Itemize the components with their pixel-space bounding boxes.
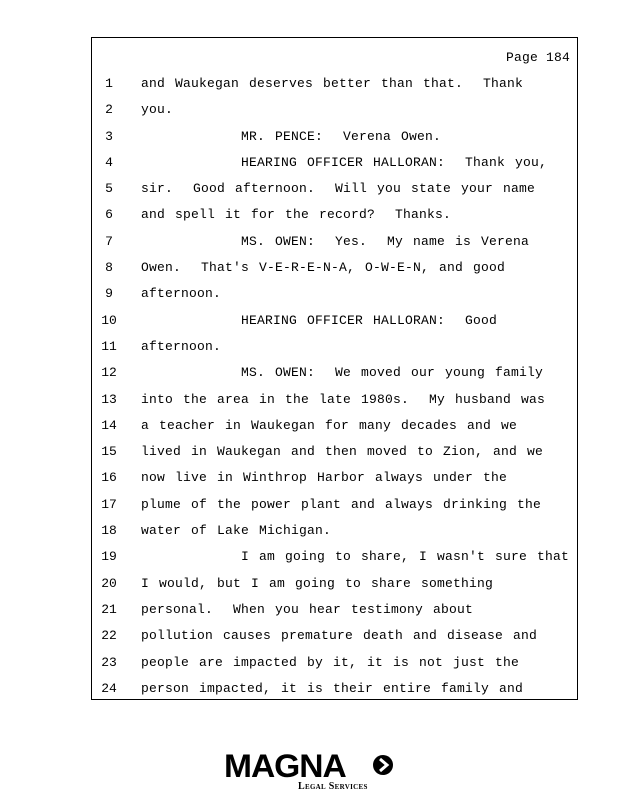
magna-logo xyxy=(224,748,396,794)
line-text: person impacted, it is their entire family and xyxy=(141,680,524,696)
transcript-page xyxy=(91,37,578,700)
line-number: 3 xyxy=(105,128,113,144)
line-number: 8 xyxy=(105,260,113,276)
line-text: and Waukegan deserves better than that. Thank xyxy=(141,76,524,91)
line-number: 17 xyxy=(101,496,117,512)
transcript-line xyxy=(92,518,577,544)
line-text: I would, but I am going to share something xyxy=(141,575,494,591)
transcript-line xyxy=(92,465,577,491)
line-text: plume of the power plant and always drinking the xyxy=(141,496,542,512)
transcript-line xyxy=(92,281,577,307)
line-text: MR. PENCE: Verena Owen. xyxy=(141,128,442,144)
line-number: 10 xyxy=(101,312,117,328)
line-number: 21 xyxy=(101,601,117,617)
line-number: 19 xyxy=(101,549,117,565)
transcript-line xyxy=(92,255,577,281)
line-text: MS. OWEN: We moved our young family xyxy=(141,365,544,381)
line-number: 12 xyxy=(101,365,117,381)
line-number: 6 xyxy=(105,207,113,223)
line-text: MS. OWEN: Yes. My name is Verena xyxy=(141,233,530,249)
transcript-line xyxy=(92,492,577,518)
line-number: 18 xyxy=(101,523,117,539)
transcript-line xyxy=(92,623,577,649)
line-text: HEARING OFFICER HALLORAN: Good xyxy=(141,312,498,328)
transcript-line xyxy=(92,71,577,97)
line-number: 11 xyxy=(101,338,117,354)
transcript-line xyxy=(92,229,577,255)
page-number: Page 184 xyxy=(505,50,570,65)
line-number: 14 xyxy=(101,417,117,433)
line-text: I am going to share, I wasn't sure that xyxy=(141,549,570,565)
transcript-line xyxy=(92,676,577,702)
line-text: into the area in the late 1980s. My husband was xyxy=(141,391,546,407)
line-number: 5 xyxy=(105,181,113,197)
transcript-lines xyxy=(92,71,577,702)
transcript-line xyxy=(92,650,577,676)
line-text: Owen. That's V-E-R-E-N-A, O-W-E-N, and good xyxy=(141,260,506,276)
line-number: 7 xyxy=(105,233,113,249)
transcript-line xyxy=(92,413,577,439)
line-number: 4 xyxy=(105,154,113,170)
line-text: people are impacted by it, it is not just the xyxy=(141,654,520,670)
transcript-line xyxy=(92,176,577,202)
line-text: HEARING OFFICER HALLORAN: Thank you, xyxy=(141,154,548,170)
transcript-line xyxy=(92,308,577,334)
transcript-line xyxy=(92,571,577,597)
transcript-line xyxy=(92,202,577,228)
line-text: water of Lake Michigan. xyxy=(141,523,332,539)
line-number: 24 xyxy=(101,680,117,696)
line-number: 2 xyxy=(105,102,113,118)
transcript-line xyxy=(92,124,577,150)
line-text: personal. When you hear testimony about xyxy=(141,601,474,617)
line-text: you. xyxy=(141,102,174,118)
line-text: lived in Waukegan and then moved to Zion, and we xyxy=(141,444,544,460)
line-text: now live in Winthrop Harbor always under the xyxy=(141,470,508,486)
logo-wordmark: MAGNA xyxy=(224,748,346,784)
line-text: a teacher in Waukegan for many decades and we xyxy=(141,417,518,433)
line-number: 20 xyxy=(101,575,117,591)
chevron-right-circle-icon xyxy=(372,754,394,776)
line-text: and spell it for the record? Thanks. xyxy=(141,207,452,223)
line-number: 22 xyxy=(101,628,117,644)
transcript-line xyxy=(92,439,577,465)
transcript-line xyxy=(92,360,577,386)
line-number: 23 xyxy=(101,654,117,670)
line-number: 1 xyxy=(105,76,113,91)
line-number: 15 xyxy=(101,444,117,460)
logo-tagline: Legal Services xyxy=(298,781,368,792)
transcript-line xyxy=(92,97,577,123)
line-number: 13 xyxy=(101,391,117,407)
line-text: sir. Good afternoon. Will you state your name xyxy=(141,181,536,197)
line-text: afternoon. xyxy=(141,338,222,354)
transcript-line xyxy=(92,334,577,360)
line-text: afternoon. xyxy=(141,286,222,302)
line-number: 9 xyxy=(105,286,113,302)
transcript-line xyxy=(92,544,577,570)
transcript-line xyxy=(92,150,577,176)
transcript-line xyxy=(92,387,577,413)
transcript-line xyxy=(92,597,577,623)
line-number: 16 xyxy=(101,470,117,486)
line-text: pollution causes premature death and disease and xyxy=(141,628,538,644)
